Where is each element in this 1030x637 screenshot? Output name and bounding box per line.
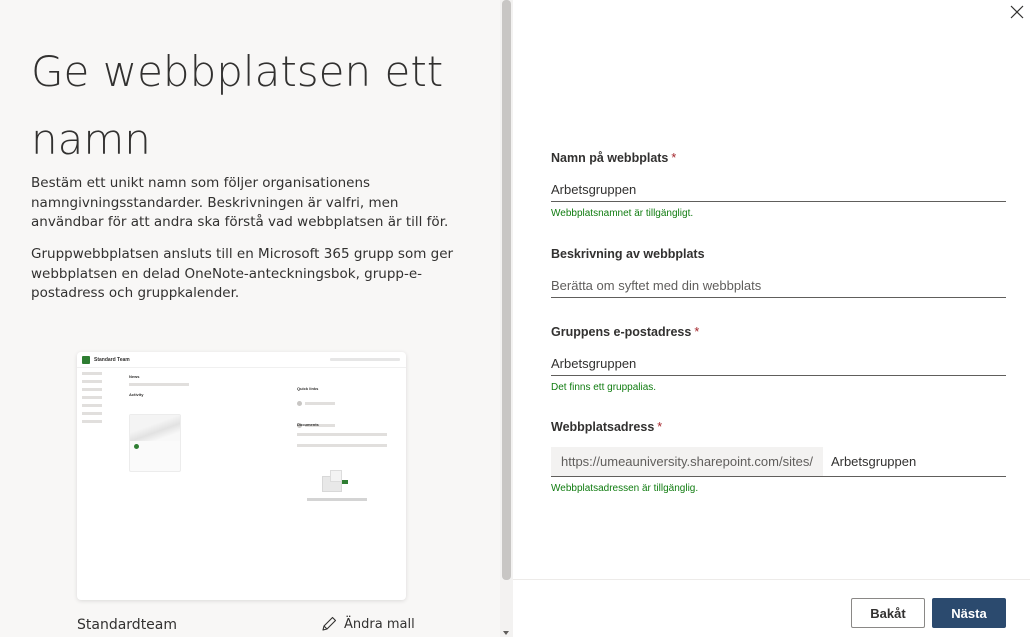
required-marker: *	[657, 420, 663, 434]
group-email-availability-message: Det finns ett gruppalias.	[551, 382, 657, 393]
preview-top-actions	[330, 358, 400, 361]
template-preview-image	[77, 352, 406, 600]
back-button[interactable]: Bakåt	[851, 598, 925, 628]
change-template-link[interactable]	[320, 614, 415, 634]
preview-empty-folder-illustration	[322, 470, 350, 492]
preview-empty-text	[307, 498, 367, 501]
required-marker: *	[671, 151, 677, 165]
form-panel	[513, 0, 1030, 637]
site-address-field	[551, 420, 1006, 494]
required-marker: *	[694, 325, 700, 339]
site-description-input[interactable]	[551, 278, 1006, 293]
site-description-label: Beskrivning av webbplats	[551, 247, 705, 261]
left-panel-scrollbar[interactable]	[500, 0, 513, 637]
site-name-input-wrapper	[551, 178, 1006, 202]
group-email-input-wrapper	[551, 352, 1006, 376]
next-button[interactable]: Nästa	[932, 598, 1006, 628]
preview-documents-heading: Documents	[297, 422, 319, 427]
preview-activity-tile	[129, 414, 181, 472]
site-name-input[interactable]	[551, 182, 1006, 197]
site-address-prefix: https://umeauniversity.sharepoint.com/sites/	[551, 447, 823, 476]
preview-documents	[297, 422, 392, 451]
close-icon[interactable]	[1007, 2, 1027, 22]
group-email-input[interactable]	[551, 356, 1006, 371]
naming-description: Bestäm ett unikt namn som följer organisationens namngivningsstandarder. Beskrivningen är valfri, men användbar för att andra ska förstå vad webbplatsen är till för.	[31, 175, 449, 230]
pencil-icon	[320, 615, 338, 633]
preview-left-nav	[82, 372, 122, 428]
site-description-input-wrapper	[551, 274, 1006, 298]
preview-quick-links-heading: Quick links	[297, 386, 319, 391]
scrollbar-thumb[interactable]	[502, 0, 511, 580]
group-description: Gruppwebbplatsen ansluts till en Microsoft 365 grupp som ger webbplatsen en delad OneNote-anteckningsbok, grupp-e-postadress och gruppkalender.	[31, 246, 454, 301]
site-name-label: Namn på webbplats *	[551, 151, 677, 165]
preview-activity-heading: Activity	[129, 392, 144, 397]
left-info-panel	[0, 0, 500, 637]
preview-site-logo	[82, 356, 90, 364]
preview-topbar	[77, 352, 406, 368]
template-name: Standardteam	[77, 617, 178, 633]
site-address-availability-message: Webbplatsadressen är tillgänglig.	[551, 483, 699, 494]
preview-news-heading: News	[129, 374, 140, 379]
preview-site-title: Standard Team	[94, 357, 130, 363]
scroll-down-icon[interactable]	[503, 631, 509, 635]
group-email-label: Gruppens e-postadress *	[551, 325, 700, 339]
site-name-field	[551, 151, 1006, 219]
site-description-field	[551, 247, 1006, 298]
site-address-label: Webbplatsadress *	[551, 420, 663, 434]
change-template-label: Ändra mall	[344, 616, 415, 632]
site-name-availability-message: Webbplatsnamnet är tillgängligt.	[551, 208, 694, 219]
preview-news-section	[129, 374, 239, 397]
site-address-input-wrapper	[551, 447, 1006, 477]
page-title: Ge webbplatsen ett namn	[31, 47, 444, 164]
group-email-field	[551, 325, 1006, 393]
footer-divider	[513, 579, 1030, 580]
site-address-input[interactable]	[823, 447, 1007, 476]
